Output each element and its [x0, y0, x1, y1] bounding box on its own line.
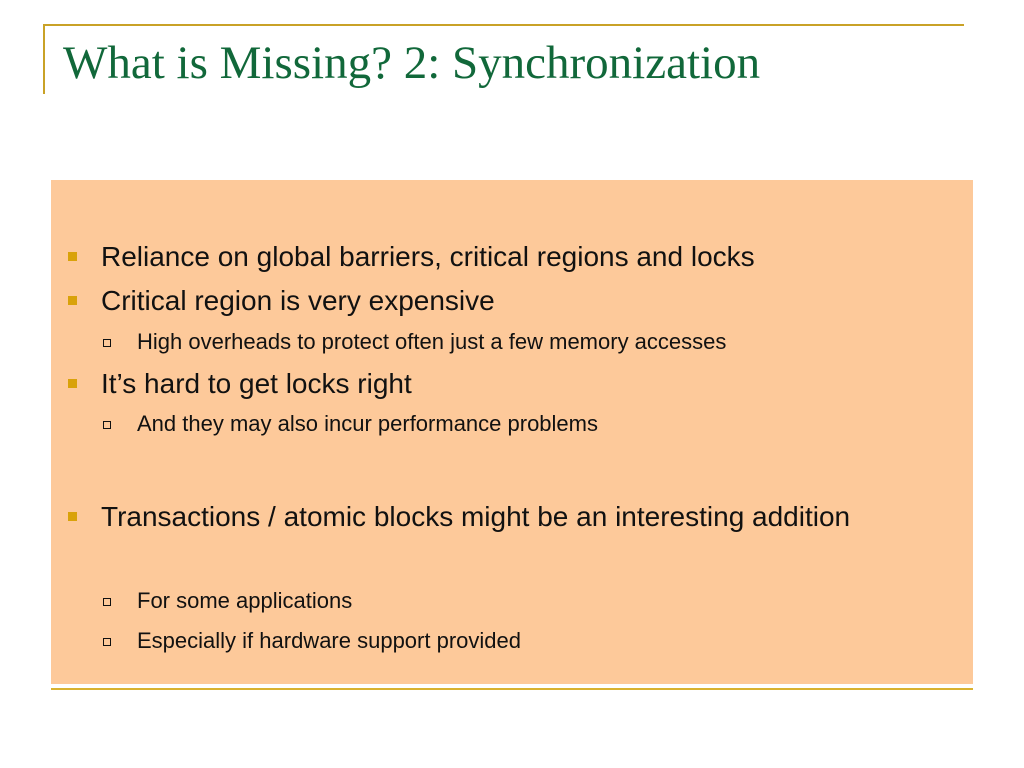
bottom-divider — [51, 688, 973, 690]
frame-horizontal-line — [43, 24, 964, 26]
sub-bullet-text: And they may also incur performance problems — [137, 411, 598, 436]
bullet-text: Reliance on global barriers, critical regions and locks — [101, 241, 755, 272]
sub-bullet-text: Especially if hardware support provided — [137, 628, 521, 653]
square-bullet-icon — [68, 252, 77, 261]
square-bullet-icon — [68, 512, 77, 521]
frame-vertical-line — [43, 24, 45, 94]
hollow-square-bullet-icon — [103, 421, 111, 429]
square-bullet-icon — [68, 296, 77, 305]
slide-title: What is Missing? 2: Synchronization — [63, 37, 761, 89]
bullet-text: Transactions / atomic blocks might be an interesting addition — [101, 501, 851, 532]
content-box — [51, 180, 973, 684]
hollow-square-bullet-icon — [103, 638, 111, 646]
sub-bullet-text: High overheads to protect often just a few memory accesses — [137, 329, 727, 354]
bullet-list — [51, 180, 973, 684]
hollow-square-bullet-icon — [103, 339, 111, 347]
square-bullet-icon — [68, 379, 77, 388]
sub-bullet-text: For some applications — [137, 588, 353, 613]
hollow-square-bullet-icon — [103, 598, 111, 606]
bullet-text: Critical region is very expensive — [101, 285, 495, 316]
bullet-text: It’s hard to get locks right — [101, 368, 412, 399]
